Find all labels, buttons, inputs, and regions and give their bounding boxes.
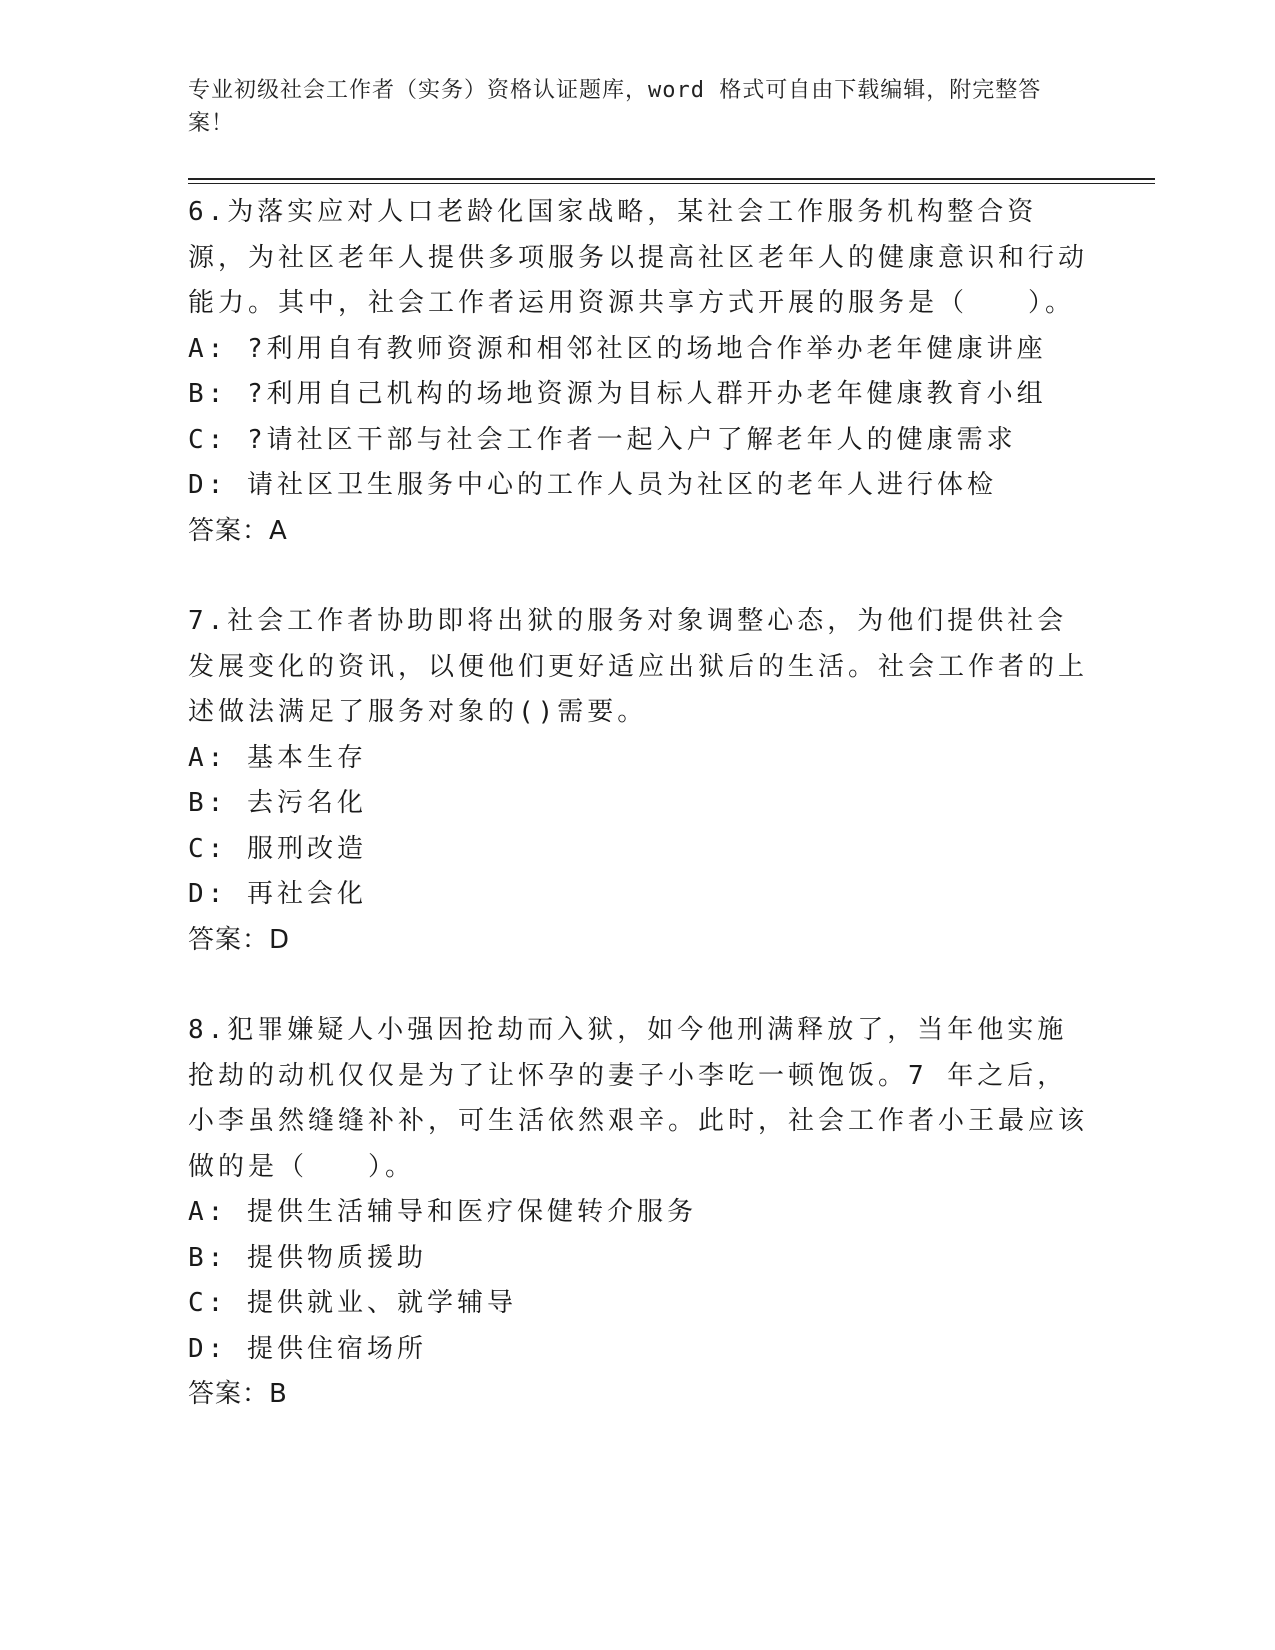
header-text: 专业初级社会工作者（实务）资格认证题库，word 格式可自由下载编辑，附完整答案！ [188,78,1042,136]
option-b: B: 去污名化 [188,788,367,818]
option-a: A: ?利用自有教师资源和相邻社区的场地合作举办老年健康讲座 [188,333,1047,364]
option-b: B: ?利用自己机构的场地资源为目标人群开办老年健康教育小组 [188,379,1047,409]
option-b: B: 提供物质援助 [188,1242,427,1273]
answer-line: 答案：D [188,924,291,955]
question-stem: 7.社会工作者协助即将出狱的服务对象调整心态，为他们提供社会发展变化的资讯，以便他们更好适应出狱后的生活。社会工作者的上述做法满足了服务对象的()需要。 [188,606,1089,727]
option-d: D: 提供住宿场所 [188,1333,427,1364]
option-a: A: 提供生活辅导和医疗保健转介服务 [188,1197,697,1227]
option-d: D: 请社区卫生服务中心的工作人员为社区的老年人进行体检 [188,470,997,500]
header-divider-thin [188,183,1155,184]
question-7 [188,599,1088,963]
option-d: D: 再社会化 [188,879,367,909]
question-6 [188,190,1088,554]
question-stem: 8.犯罪嫌疑人小强因抢劫而入狱，如今他刑满释放了，当年他实施抢劫的动机仅仅是为了让怀孕的妻子小李吃一顿饱饭。7 年之后，小李虽然缝缝补补，可生活依然艰辛。此时，社会工作者小王最应该做的是（ ）。 [188,1015,1089,1182]
document-header [188,74,1068,140]
question-8 [188,1008,1088,1418]
answer-line: 答案：A [188,515,288,546]
option-a: A: 基本生存 [188,742,367,773]
option-c: C: 提供就业、就学辅导 [188,1288,517,1318]
option-c: C: ?请社区干部与社会工作者一起入户了解老年人的健康需求 [188,424,1017,455]
option-c: C: 服刑改造 [188,833,367,864]
answer-line: 答案：B [188,1379,288,1409]
header-divider-thick [188,178,1155,180]
question-stem: 6.为落实应对人口老龄化国家战略，某社会工作服务机构整合资源，为社区老年人提供多项服务以提高社区老年人的健康意识和行动能力。其中，社会工作者运用资源共享方式开展的服务是（ ）。 [188,197,1089,318]
